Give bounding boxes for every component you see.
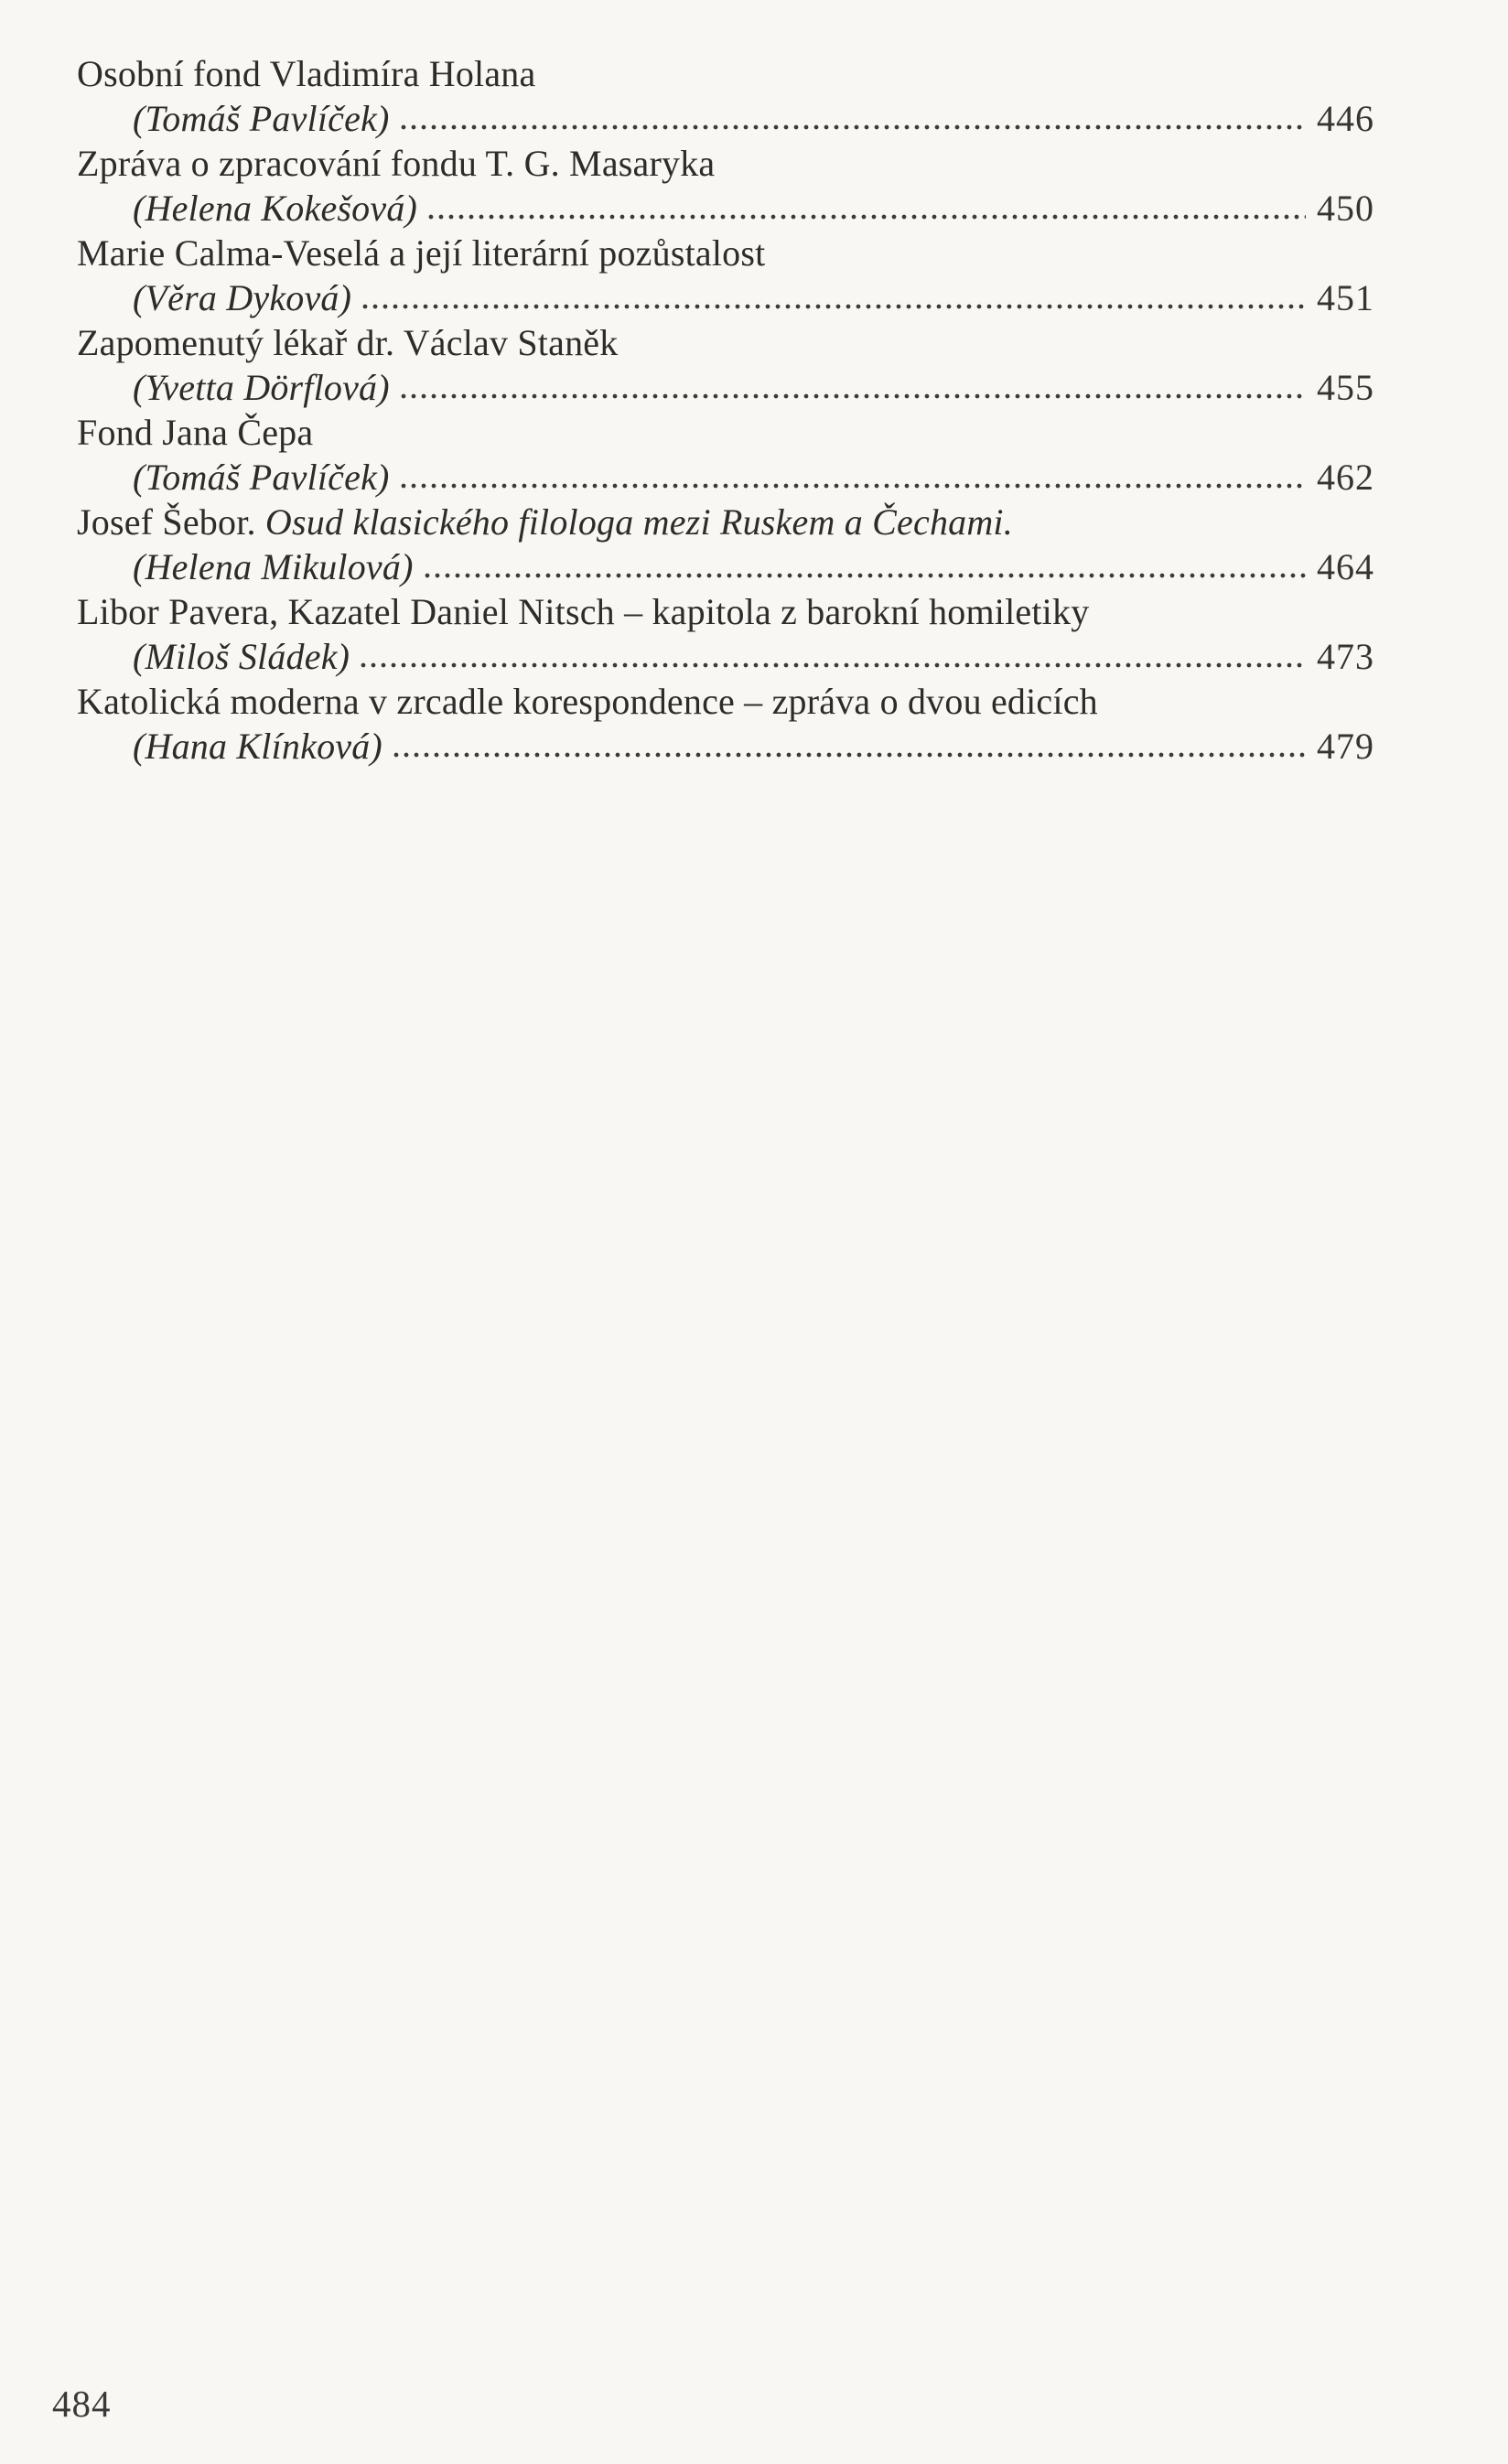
entry-author: (Yvetta Dörflová) (133, 367, 390, 408)
entry-title: Libor Pavera, Kazatel Daniel Nitsch – kapitola z barokní homiletiky (77, 591, 1090, 632)
dotted-leader (362, 302, 1306, 310)
entry-title-line (77, 231, 1374, 275)
entry-page-number: 464 (1317, 546, 1374, 587)
entry-page-number: 473 (1317, 636, 1374, 677)
entry-author: (Helena Kokešová) (133, 188, 418, 229)
entry-author: (Miloš Sládek) (133, 636, 350, 677)
entry-title: Katolická moderna v zrcadle korespondence – zpráva o dvou edicích (77, 681, 1098, 722)
entry-author: (Tomáš Pavlíček) (133, 457, 390, 498)
entry-title-line (77, 320, 1374, 365)
entry-title: Zpráva o zpracování fondu T. G. Masaryka (77, 143, 716, 184)
toc-page (77, 51, 1374, 769)
entry-title: Fond Jana Čepa (77, 412, 314, 453)
entry-title-line (77, 410, 1374, 455)
entry-author-line (77, 544, 1374, 589)
toc-entry (77, 320, 1374, 410)
dotted-leader (401, 123, 1306, 131)
entry-title: Marie Calma-Veselá a její literární pozůstalost (77, 232, 766, 274)
entry-author-line (77, 275, 1374, 320)
entry-author: (Helena Mikulová) (133, 546, 414, 587)
entry-page-number: 455 (1317, 367, 1374, 408)
page-number-footer: 484 (52, 2383, 112, 2425)
entry-author-line (77, 724, 1374, 769)
dotted-leader (401, 481, 1306, 490)
entry-title: Osobní fond Vladimíra Holana (77, 53, 536, 94)
entry-page-number: 479 (1317, 726, 1374, 767)
entry-author-line (77, 186, 1374, 231)
entry-title-italic: Osud klasického filologa mezi Ruskem a Čechami. (264, 501, 1013, 543)
entry-title: Josef Šebor. (77, 501, 265, 543)
entry-title-line (77, 51, 1374, 96)
entry-author-line (77, 365, 1374, 410)
toc-entry (77, 500, 1374, 589)
entry-title-line (77, 589, 1374, 634)
dotted-leader (428, 212, 1306, 221)
toc-entry (77, 589, 1374, 679)
entry-author: (Tomáš Pavlíček) (133, 98, 390, 139)
entry-page-number: 451 (1317, 277, 1374, 318)
dotted-leader (361, 661, 1306, 669)
entry-author-line (77, 455, 1374, 500)
entry-title: Zapomenutý lékař dr. Václav Staněk (77, 322, 619, 363)
entry-page-number: 450 (1317, 188, 1374, 229)
dotted-leader (401, 392, 1306, 400)
dotted-leader (393, 750, 1306, 759)
toc-entry (77, 141, 1374, 231)
entry-author-line (77, 96, 1374, 141)
entry-title-line (77, 141, 1374, 186)
toc-entry (77, 51, 1374, 141)
entry-author: (Věra Dyková) (133, 277, 352, 318)
entry-title-line (77, 500, 1374, 544)
entry-page-number: 462 (1317, 457, 1374, 498)
entry-page-number: 446 (1317, 98, 1374, 139)
entry-author: (Hana Klínková) (133, 726, 382, 767)
toc-entry (77, 231, 1374, 320)
toc-entry (77, 679, 1374, 769)
dotted-leader (425, 571, 1306, 579)
entry-author-line (77, 634, 1374, 679)
toc-entry (77, 410, 1374, 500)
entry-title-line (77, 679, 1374, 724)
